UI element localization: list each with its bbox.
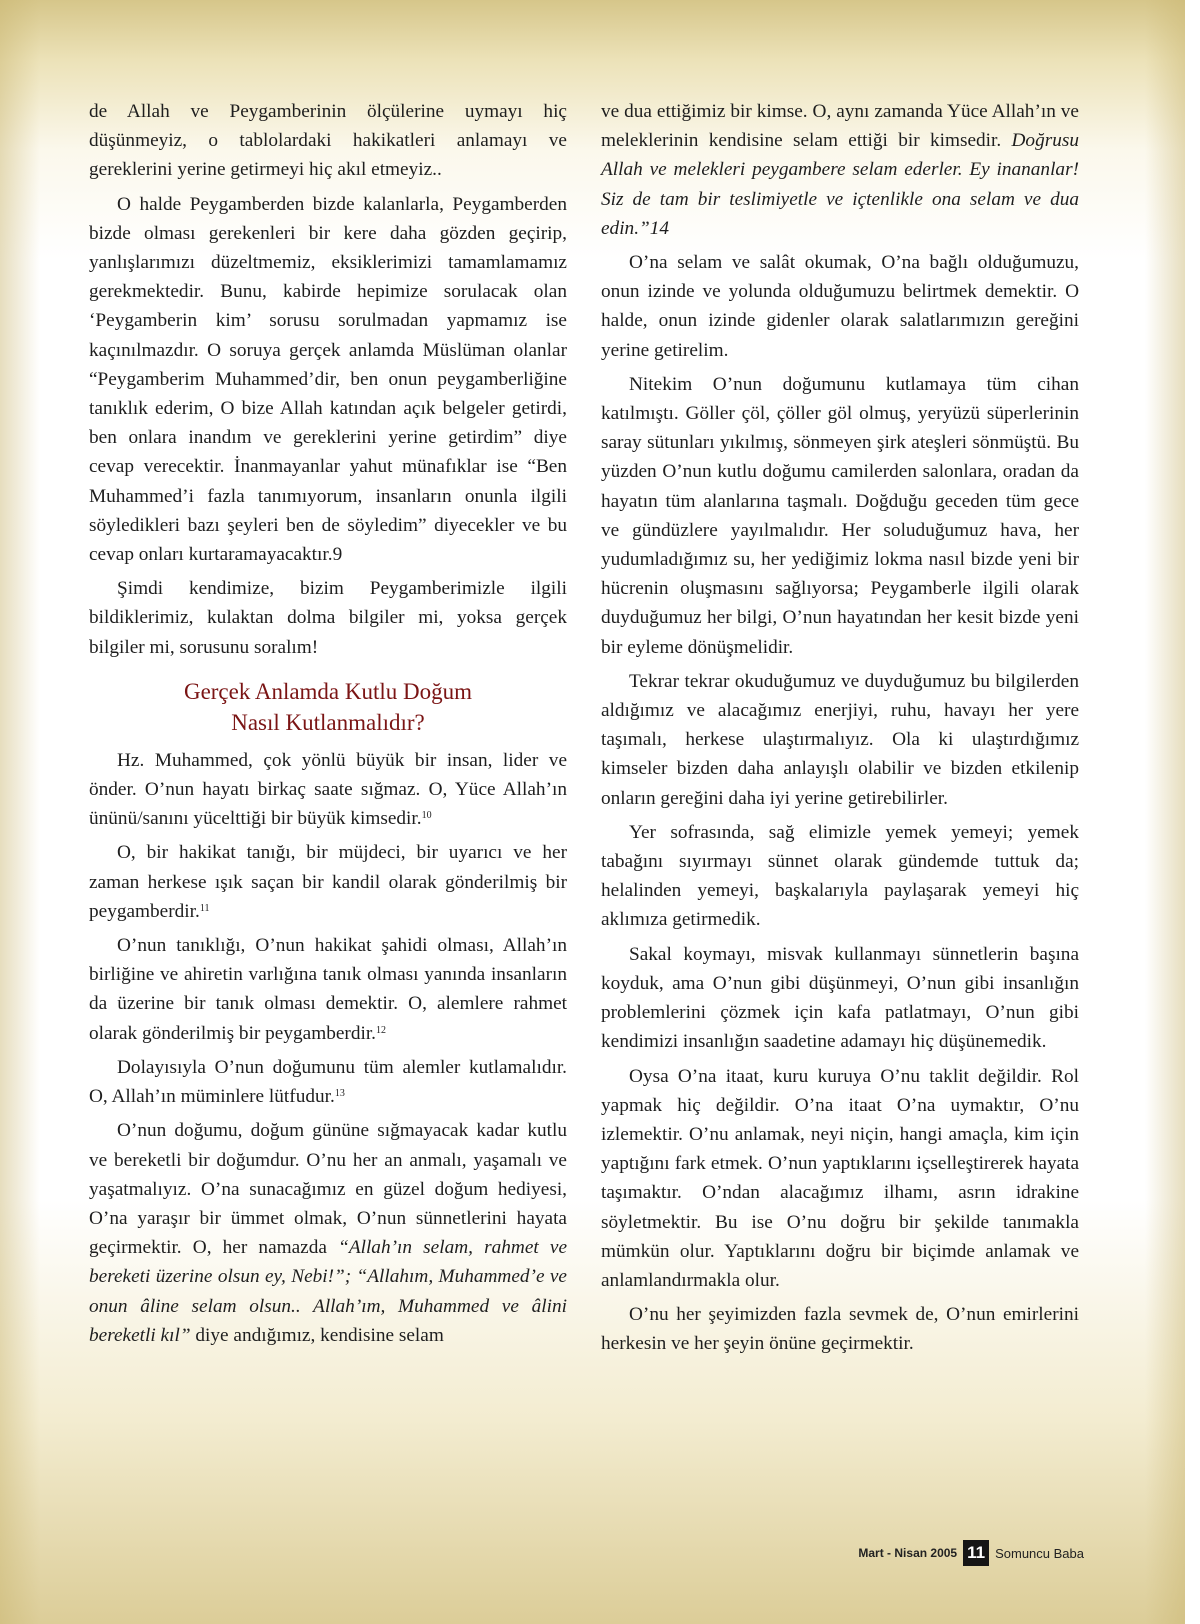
paragraph: O halde Peygamberden bizde kalanlarla, Peygamberden bizde olması gerekenleri bir kere daha gözden geçirip, yanlışlarımızı düzeltmemiz, eksiklerimizi tamamlamamız gerekmektedir. Bunu, kabirde hepimize sorulacak olan ‘Peygamberin kim’ sorusu sorulmadan yapmamız ise kaçınılmazdır. O soruya gerçek anlamda Müslüman olanlar “Peygamberim Muhammed’dir, ben onun peygamberliğine tanıklık ederim, O bize Allah katından açık belgeler getirdi, ben onlara inandım ve gereklerini yerine getirdim” diye cevap verecektir. İnanmayanlar yahut münafıklar ise “Ben Muhammed’i fazla tanımıyorum, insanların onunla ilgili söyledikleri bazı şeyleri ben de söyledim” diyecekler ve bu cevap onları kurtaramayacaktır.9 bbox=[89, 193, 567, 566]
paragraph bbox=[89, 746, 567, 834]
paragraph bbox=[89, 931, 567, 1048]
section-heading-line: Gerçek Anlamda Kutlu Doğum bbox=[183, 678, 473, 704]
paragraph: Nitekim O’nun doğumunu kutlamaya tüm cihan katılmıştı. Göller çöl, çöller göl olmuş, yeryüzü süperlerinin saray sütunları yıkılmış, sönmeyen şirk ateşleri sönmüştü. Bu yüzden O’nun kutlu doğumu camilerden salonlara, oradan da hayatın tüm alanlarına taşmalı. Doğduğu geceden tüm gece ve gündüzlere yayılmalıdır. Her soluduğumuz hava, her yudumladığımız su, her yediğimiz lokma nasıl bizde yeni bir hücrenin oluşmasını sağlıyorsa; Peygamberle ilgili olarak duyduğumuz her bilgi, O’nun hayatından her kesit bizde yeni bir eyleme dönüşmelidir. bbox=[601, 373, 1079, 658]
magazine-name: Somuncu Baba bbox=[995, 1545, 1084, 1561]
paragraph: Sakal koymayı, misvak kullanmayı sünnetlerin başına koyduk, ama O’nun gibi düşünmeyi, O’nun gibi insanlığın problemlerini çözmek için kafa patlatmayı, O’nun gibi kendimizi insanlığın saadetine adamayı hiç düşünemedik. bbox=[601, 943, 1079, 1053]
quote-italic: “Allah’ın selam, rahmet ve bereketi üzerine olsun ey, Nebi!”; “Allahım, Muhammed’e ve onun âline selam olsun.. Allah’ım, Muhammed ve âlini bereketli kıl” bbox=[89, 1237, 567, 1346]
paragraph-text: O, bir hakikat tanığı, bir müjdeci, bir uyarıcı ve her zaman herkese ışık saçan bir kandil olarak gönderilmiş bir peygamberdir. bbox=[89, 842, 567, 922]
issue-date: Mart - Nisan 2005 bbox=[858, 1546, 958, 1560]
footnote-ref: 13 bbox=[334, 1088, 345, 1100]
paragraph: Oysa O’na itaat, kuru kuruya O’nu taklit değildir. Rol yapmak hiç değildir. O’na itaat O’na uymaktır, O’nu izlemektir. O’nu anlamak, neyi niçin, hangi amaçla, kim için yaptığını fark etmek. O’nun yaptıklarını içselleştirerek hayata taşımaktır. O’ndan alacağımız ilhamı, asrın idrakine söyletmektir. Bu ise O’nu doğru bir şekilde tanımakla mümkün olur. Yaptıklarını doğru bir biçimde anlamak ve anlamlandırmakla olur. bbox=[601, 1065, 1079, 1291]
page-number: 11 bbox=[963, 1540, 989, 1566]
paragraph: Şimdi kendimize, bizim Peygamberimizle ilgili bildiklerimiz, kulaktan dolma bilgiler mi, yoksa gerçek bilgiler mi, sorusunu soralım! bbox=[89, 578, 567, 658]
footnote-ref: 12 bbox=[376, 1024, 386, 1036]
page-footer bbox=[858, 1540, 1084, 1566]
paragraph-text: diye andığımız, kendisine selam bbox=[190, 1324, 444, 1346]
paragraph-text: O’nun tanıklığı, O’nun hakikat şahidi olması, Allah’ın birliğine ve ahiretin varlığına tanık olması yanında insanların da üzerine bir tanık olması demektir. O, alemlere rahmet olarak gönderilmiş bir peygamberdir. bbox=[89, 935, 567, 1044]
quote-italic: Doğrusu Allah ve melekleri peygambere selam ederler. Ey inananlar! Siz de tam bir teslimiyetle ve içtenlikle ona selam ve dua edin.”14 bbox=[601, 130, 1079, 239]
paragraph-text: Dolayısıyla O’nun doğumunu tüm alemler kutlamalıdır. O, Allah’ın müminlere lütfudur. bbox=[89, 1056, 567, 1108]
right-column bbox=[601, 97, 1079, 1364]
paragraph-text: O’nun doğumu, doğum gününe sığmayacak kadar kutlu ve bereketli bir doğumdur. O’nu her an anmalı, yaşamalı ve yaşatmalıyız. O’na sunacağımız en güzel doğum hediyesi, O’na yaraşır bir ümmet olmak, O’nun sünnetlerini hayata geçirmektir. O, her namazda bbox=[89, 1120, 567, 1259]
paragraph bbox=[89, 1053, 567, 1111]
paragraph bbox=[89, 1116, 567, 1350]
section-heading bbox=[89, 676, 567, 738]
footnote-ref: 11 bbox=[199, 902, 210, 914]
paragraph bbox=[89, 838, 567, 926]
paragraph-text: Hz. Muhammed, çok yönlü büyük bir insan, lider ve önder. O’nun hayatı birkaç saate sığmaz. O, Yüce Allah’ın ününü/sanını yücelttiği bir büyük kimsedir. bbox=[89, 749, 567, 830]
paragraph: Tekrar tekrar okuduğumuz ve duyduğumuz bu bilgilerden aldığımız ve alacağımız enerjiyi, ruhu, havayı her yere taşımalı, herkese ulaştırmalıyız. Ola ki ulaştırdığımız kimseler bizden daha anlayışlı olabilir ve bizden etkilenip onların gereğini daha iyi yerine getirebilirler. bbox=[601, 670, 1079, 809]
footnote-ref: 10 bbox=[421, 810, 432, 822]
paragraph: Yer sofrasında, sağ elimizle yemek yemeyi; yemek tabağını sıyırmayı sünnet olarak gündemde tuttuk da; helalinden yemeyi, başkalarıyla paylaşarak yemeyi hiç aklımıza getirmedik. bbox=[601, 821, 1079, 931]
paragraph: O’na selam ve salât okumak, O’na bağlı olduğumuzu, onun izinde ve yolunda olduğumuzu belirtmek demektir. O halde, onun izinde gidenler olarak salatlarımızın gereğini yerine getirelim. bbox=[601, 252, 1079, 361]
section-heading-line: Nasıl Kutlanmalıdır? bbox=[231, 709, 425, 735]
paragraph: de Allah ve Peygamberinin ölçülerine uymayı hiç düşünmeyiz, o tablolardaki hakikatleri anlamayı ve gereklerini yerine getirmeyi hiç akıl etmeyiz.. bbox=[89, 101, 567, 181]
paragraph: O’nu her şeyimizden fazla sevmek de, O’nun emirlerini herkesin ve her şeyin önüne geçirmektir. bbox=[601, 1304, 1079, 1355]
left-column bbox=[89, 97, 567, 1355]
paragraph-text: ve dua ettiğimiz bir kimse. O, aynı zamanda Yüce Allah’ın ve meleklerinin kendisine selam ettiği bir kimsedir. bbox=[601, 101, 1079, 152]
paragraph bbox=[601, 97, 1079, 243]
